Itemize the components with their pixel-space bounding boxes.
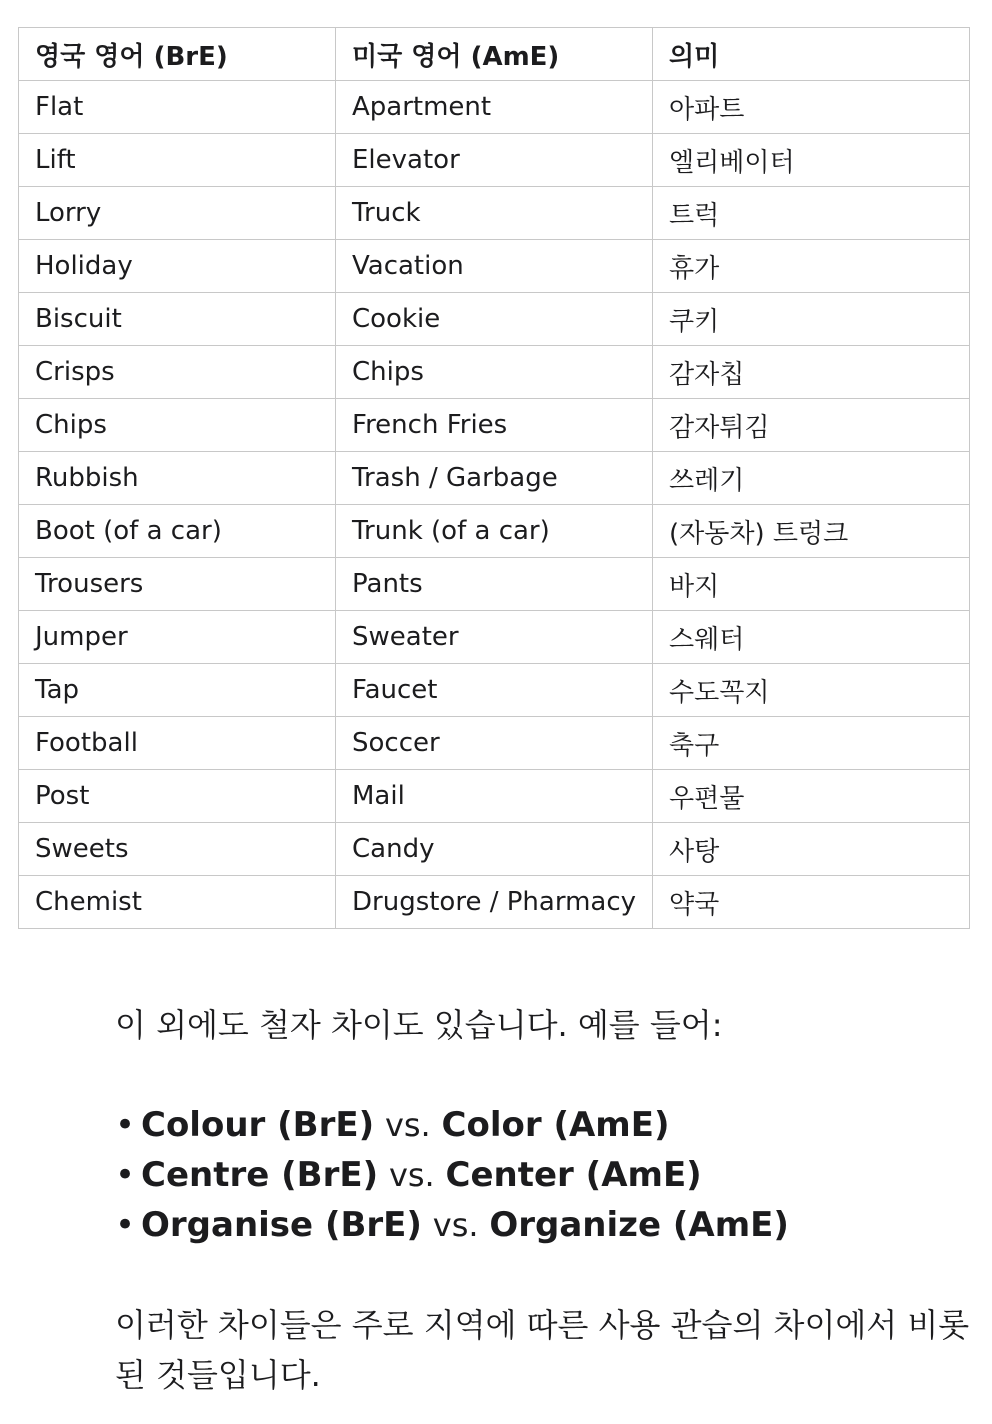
cell-bre: Tap [19,664,336,717]
header-bre: 영국 영어 (BrE) [19,28,336,81]
table-row [19,664,970,717]
cell-ame: Vacation [336,240,653,293]
cell-ame: Drugstore / Pharmacy [336,876,653,929]
bre-spelling: Colour (BrE) [141,1105,375,1145]
cell-bre: Trousers [19,558,336,611]
cell-bre: Lift [19,134,336,187]
cell-ame: Elevator [336,134,653,187]
cell-meaning: 바지 [653,558,970,611]
table-row [19,876,970,929]
spelling-difference-list [115,1100,789,1250]
table-row [19,81,970,134]
cell-ame: Trunk (of a car) [336,505,653,558]
vs-label: vs. [432,1206,479,1244]
table-row [19,187,970,240]
table-row [19,399,970,452]
cell-meaning: 수도꼭지 [653,664,970,717]
list-item [115,1100,789,1150]
cell-meaning: 쿠키 [653,293,970,346]
intro-paragraph: 이 외에도 철자 차이도 있습니다. 예를 들어: [115,1006,723,1044]
cell-ame: Faucet [336,664,653,717]
table-row [19,452,970,505]
cell-meaning: 사탕 [653,823,970,876]
table-row [19,505,970,558]
header-meaning: 의미 [653,28,970,81]
cell-meaning: (자동차) 트렁크 [653,505,970,558]
table-row [19,611,970,664]
cell-bre: Chemist [19,876,336,929]
table-row [19,240,970,293]
cell-bre: Post [19,770,336,823]
vocabulary-table [18,27,970,929]
cell-ame: Soccer [336,717,653,770]
cell-bre: Rubbish [19,452,336,505]
cell-ame: Pants [336,558,653,611]
bullet: • [115,1205,136,1245]
cell-meaning: 우편물 [653,770,970,823]
cell-meaning: 쓰레기 [653,452,970,505]
table-row [19,770,970,823]
header-ame: 미국 영어 (AmE) [336,28,653,81]
cell-meaning: 축구 [653,717,970,770]
cell-bre: Jumper [19,611,336,664]
list-item [115,1200,789,1250]
cell-bre: Flat [19,81,336,134]
cell-bre: Chips [19,399,336,452]
ame-spelling: Color (AmE) [441,1105,670,1145]
bre-spelling: Organise (BrE) [141,1205,422,1245]
bullet: • [115,1155,136,1195]
cell-meaning: 아파트 [653,81,970,134]
ame-spelling: Center (AmE) [445,1155,702,1195]
table-row [19,134,970,187]
cell-bre: Biscuit [19,293,336,346]
cell-meaning: 감자칩 [653,346,970,399]
cell-ame: Candy [336,823,653,876]
cell-bre: Lorry [19,187,336,240]
cell-ame: French Fries [336,399,653,452]
cell-meaning: 약국 [653,876,970,929]
cell-ame: Sweater [336,611,653,664]
list-item [115,1150,789,1200]
bullet: • [115,1105,136,1145]
cell-ame: Cookie [336,293,653,346]
cell-bre: Holiday [19,240,336,293]
bre-spelling: Centre (BrE) [141,1155,379,1195]
cell-meaning: 엘리베이터 [653,134,970,187]
conclusion-paragraph: 이러한 차이들은 주로 지역에 따른 사용 관습의 차이에서 비롯된 것들입니다. [115,1306,970,1394]
cell-meaning: 트럭 [653,187,970,240]
table-row [19,293,970,346]
table-row [19,346,970,399]
cell-bre: Sweets [19,823,336,876]
cell-ame: Chips [336,346,653,399]
cell-bre: Boot (of a car) [19,505,336,558]
table-row [19,717,970,770]
cell-meaning: 휴가 [653,240,970,293]
vs-label: vs. [388,1156,435,1194]
cell-ame: Trash / Garbage [336,452,653,505]
cell-ame: Mail [336,770,653,823]
ame-spelling: Organize (AmE) [489,1205,789,1245]
table-header-row [19,28,970,81]
cell-bre: Football [19,717,336,770]
vs-label: vs. [384,1106,431,1144]
table-row [19,823,970,876]
cell-ame: Truck [336,187,653,240]
cell-meaning: 감자튀김 [653,399,970,452]
table-row [19,558,970,611]
cell-bre: Crisps [19,346,336,399]
cell-meaning: 스웨터 [653,611,970,664]
cell-ame: Apartment [336,81,653,134]
